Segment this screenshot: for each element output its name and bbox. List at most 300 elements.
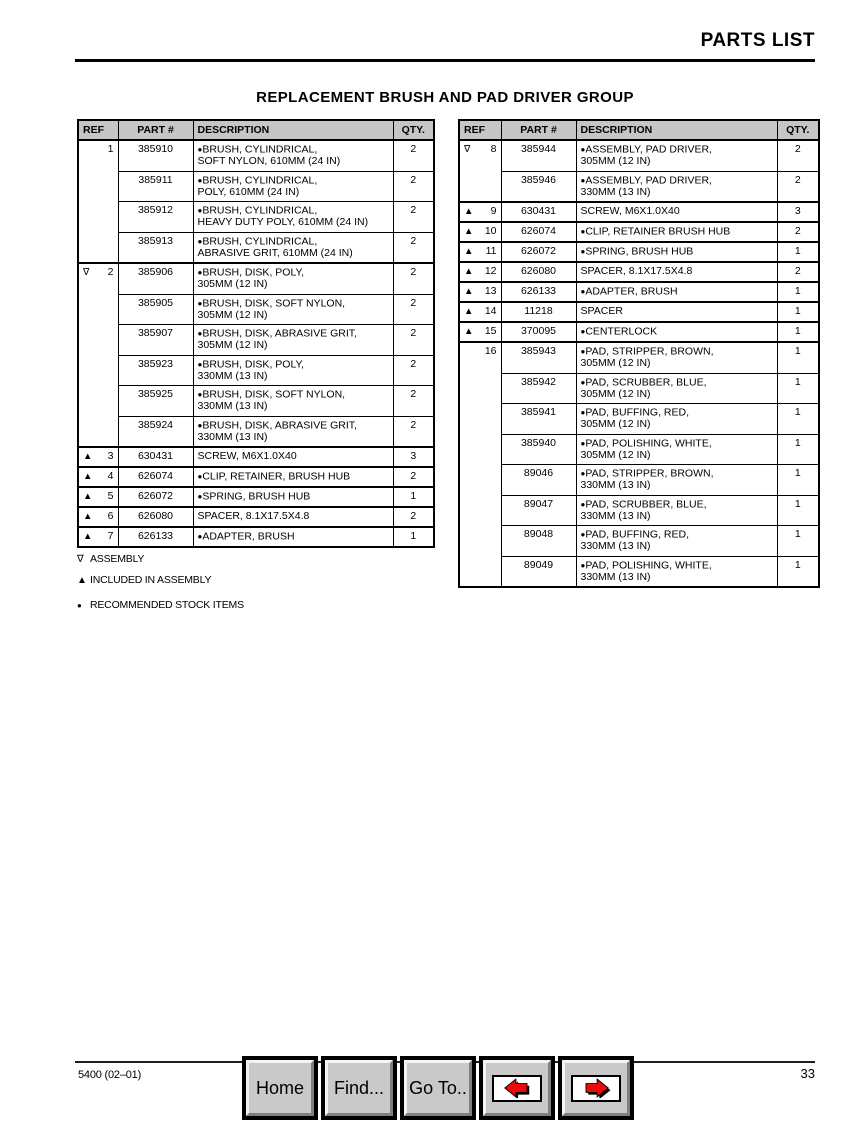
description-text: BRUSH, DISK, SOFT NYLON,: [202, 297, 346, 309]
included-marker-icon: ▲: [83, 451, 93, 462]
qty-cell: 2: [393, 507, 434, 527]
description-text: 330MM (13 IN): [197, 369, 268, 382]
part-number-cell: 89049: [501, 556, 576, 587]
home-button[interactable]: Home: [246, 1060, 314, 1116]
description-cell: [193, 467, 393, 487]
assembly-marker-icon: ∇: [464, 144, 471, 155]
part-number-cell: 626074: [501, 222, 576, 242]
qty-cell: 1: [777, 556, 819, 587]
find-button-frame: [321, 1056, 397, 1120]
qty-cell: 2: [393, 263, 434, 294]
description-text: ABRASIVE GRIT, 610MM (24 IN): [197, 246, 353, 259]
ref-cell: [78, 507, 118, 527]
description-text: 305MM (12 IN): [580, 448, 651, 461]
description-text: 330MM (13 IN): [197, 430, 268, 443]
description-text: BRUSH, CYLINDRICAL,: [202, 143, 318, 156]
description-line: [581, 326, 773, 338]
forward-button[interactable]: [562, 1060, 630, 1116]
description-text: PAD, BUFFING, RED,: [585, 406, 689, 419]
description-text: 305MM (12 IN): [197, 308, 268, 321]
part-number-cell: 385925: [118, 386, 193, 417]
description-cell: [193, 140, 393, 171]
table-row: [459, 465, 819, 496]
description-line: [581, 511, 773, 523]
qty-cell: 2: [393, 467, 434, 487]
description-line: [581, 156, 773, 168]
qty-cell: 2: [777, 222, 819, 242]
part-number-cell: 89048: [501, 526, 576, 557]
ref-number: 4: [107, 470, 114, 482]
page-number: 33: [800, 1066, 815, 1081]
part-number-cell: 626080: [501, 262, 576, 282]
description-text: 330MM (13 IN): [580, 479, 651, 491]
part-number-cell: 385943: [501, 342, 576, 373]
description-text: PAD, POLISHING, WHITE,: [585, 437, 712, 449]
table-row: [78, 467, 434, 487]
col-header-qty: QTY.: [393, 120, 434, 140]
table-row: [459, 526, 819, 557]
qty-cell: 1: [777, 282, 819, 302]
ref-cell: [459, 282, 501, 302]
description-text: CLIP, RETAINER BRUSH HUB: [585, 225, 731, 238]
description-cell: [576, 171, 777, 202]
description-text: PAD, POLISHING, WHITE,: [585, 559, 712, 571]
description-line: [581, 480, 773, 492]
qty-cell: 3: [393, 447, 434, 467]
table-row: [78, 355, 434, 386]
table-row: [78, 171, 434, 202]
description-text: SPACER, 8.1X17.5X4.8: [197, 510, 310, 522]
forward-button-frame: [558, 1056, 634, 1120]
included-marker-icon: ▲: [464, 246, 474, 257]
part-number-cell: 370095: [501, 322, 576, 342]
description-line: [581, 187, 773, 199]
back-button[interactable]: [483, 1060, 551, 1116]
table-header-row: [78, 120, 434, 140]
legend-label: RECOMMENDED STOCK ITEMS: [90, 599, 244, 611]
description-cell: [576, 373, 777, 404]
part-number-cell: 385946: [501, 171, 576, 202]
qty-cell: 1: [393, 487, 434, 507]
description-cell: [193, 386, 393, 417]
part-number-cell: 626080: [118, 507, 193, 527]
description-cell: [193, 263, 393, 294]
description-text: BRUSH, DISK, POLY,: [202, 266, 305, 279]
ref-number: 1: [107, 143, 114, 155]
part-number-cell: 626072: [118, 487, 193, 507]
included-marker-icon: ▲: [464, 326, 474, 337]
part-number-cell: 626133: [501, 282, 576, 302]
stock-item-bullet-icon: ●: [197, 329, 203, 338]
table-row: [78, 202, 434, 233]
included-marker-icon: ▲: [464, 226, 474, 237]
col-header-part: PART #: [118, 120, 193, 140]
description-text: 330MM (13 IN): [580, 509, 651, 522]
table-row: [78, 487, 434, 507]
description-cell: [193, 325, 393, 356]
part-number-cell: 385910: [118, 140, 193, 171]
description-text: CENTERLOCK: [585, 325, 658, 338]
description-cell: [576, 262, 777, 282]
description-cell: [576, 556, 777, 587]
description-text: 305MM (12 IN): [197, 339, 268, 351]
description-text: 305MM (12 IN): [580, 387, 651, 400]
col-header-part: PART #: [501, 120, 576, 140]
description-line: [581, 572, 773, 584]
table-row: [459, 322, 819, 342]
ref-cell: [78, 487, 118, 507]
description-text: HEAVY DUTY POLY, 610MM (24 IN): [197, 216, 369, 228]
stock-item-bullet-icon: ●: [197, 420, 203, 430]
ref-number: 6: [107, 510, 114, 522]
part-number-cell: 630431: [118, 447, 193, 467]
ref-cell: [78, 467, 118, 487]
description-cell: [193, 447, 393, 467]
ref-number: 8: [490, 143, 497, 155]
ref-number: 16: [484, 345, 497, 357]
table-row: [78, 527, 434, 547]
table-row: [459, 302, 819, 322]
part-number-cell: 626133: [118, 527, 193, 547]
description-line: [581, 306, 773, 318]
description-cell: [193, 171, 393, 202]
description-text: 330MM (13 IN): [580, 570, 651, 583]
stock-item-bullet-icon: ●: [197, 236, 203, 246]
description-text: 330MM (13 IN): [580, 540, 651, 552]
description-line: [198, 248, 389, 260]
part-number-cell: 385905: [118, 294, 193, 325]
ref-number: 13: [484, 285, 497, 297]
part-number-cell: 11218: [501, 302, 576, 322]
description-line: [581, 389, 773, 401]
part-number-cell: 385923: [118, 355, 193, 386]
table-row: [78, 447, 434, 467]
ref-cell: [459, 222, 501, 242]
description-text: BRUSH, CYLINDRICAL,: [202, 235, 318, 247]
table-row: [78, 140, 434, 171]
description-line: [198, 187, 389, 199]
table-row: [78, 416, 434, 447]
description-line: [581, 246, 773, 258]
stock-bullet-icon: ●: [77, 600, 82, 610]
description-line: [198, 432, 389, 444]
description-text: 305MM (12 IN): [197, 278, 268, 290]
home-button-frame: [242, 1056, 318, 1120]
description-text: BRUSH, DISK, POLY,: [202, 358, 305, 370]
col-header-qty: QTY.: [777, 120, 819, 140]
ref-cell: [459, 242, 501, 262]
back-arrow-icon: [492, 1075, 542, 1102]
stock-item-bullet-icon: ●: [580, 247, 586, 256]
description-text: BRUSH, DISK, ABRASIVE GRIT,: [202, 419, 357, 431]
navigation-toolbar: [242, 1056, 634, 1120]
ref-cell: [78, 447, 118, 467]
part-number-cell: 385944: [501, 140, 576, 171]
col-header-ref: REF: [78, 120, 118, 140]
stock-item-bullet-icon: ●: [580, 287, 586, 296]
assembly-triangle-icon: ∇: [77, 553, 84, 565]
description-text: PAD, SCRUBBER, BLUE,: [585, 498, 707, 510]
group-title: REPLACEMENT BRUSH AND PAD DRIVER GROUP: [256, 89, 634, 106]
part-number-cell: 385941: [501, 404, 576, 435]
stock-item-bullet-icon: ●: [197, 472, 203, 481]
parts-table-right: [458, 119, 820, 588]
included-marker-icon: ▲: [83, 531, 93, 542]
part-number-cell: 630431: [501, 202, 576, 222]
description-text: ADAPTER, BRUSH: [202, 530, 295, 543]
description-text: 305MM (12 IN): [580, 418, 651, 430]
ref-cell: [459, 302, 501, 322]
stock-item-bullet-icon: ●: [197, 206, 203, 215]
description-text: 305MM (12 IN): [580, 357, 651, 369]
parts-table-left: [77, 119, 435, 548]
description-cell: [193, 202, 393, 233]
description-text: BRUSH, DISK, ABRASIVE GRIT,: [202, 327, 357, 340]
description-cell: [576, 140, 777, 171]
qty-cell: 1: [777, 342, 819, 373]
description-line: [198, 451, 389, 463]
part-number-cell: 385913: [118, 232, 193, 263]
description-line: [198, 279, 389, 291]
qty-cell: 2: [777, 171, 819, 202]
description-line: [198, 471, 389, 483]
qty-cell: 1: [777, 404, 819, 435]
description-line: [581, 206, 773, 218]
description-line: [581, 419, 773, 431]
stock-item-bullet-icon: ●: [580, 499, 586, 509]
table-header-row: [459, 120, 819, 140]
qty-cell: 1: [777, 495, 819, 526]
part-number-cell: 385912: [118, 202, 193, 233]
table-row: [459, 342, 819, 373]
part-number-cell: 626072: [501, 242, 576, 262]
description-cell: [193, 355, 393, 386]
ref-cell: [459, 140, 501, 202]
included-marker-icon: ▲: [83, 491, 93, 502]
qty-cell: 2: [777, 140, 819, 171]
description-cell: [576, 322, 777, 342]
description-cell: [193, 232, 393, 263]
legend-label: ASSEMBLY: [90, 553, 145, 565]
table-row: [459, 434, 819, 465]
col-header-description: DESCRIPTION: [576, 120, 777, 140]
description-text: BRUSH, CYLINDRICAL,: [202, 204, 318, 217]
description-line: [198, 310, 389, 322]
included-marker-icon: ▲: [464, 266, 474, 277]
included-marker-icon: ▲: [464, 306, 474, 317]
qty-cell: 2: [777, 262, 819, 282]
description-line: [198, 401, 389, 413]
legend-item-stock: [77, 599, 244, 611]
table-row: [459, 404, 819, 435]
description-text: SPRING, BRUSH HUB: [585, 245, 694, 258]
included-marker-icon: ▲: [464, 286, 474, 297]
table-row: [459, 373, 819, 404]
stock-item-bullet-icon: ●: [197, 492, 203, 501]
part-number-cell: 385907: [118, 325, 193, 356]
part-number-cell: 385906: [118, 263, 193, 294]
table-row: [459, 222, 819, 242]
description-text: ASSEMBLY, PAD DRIVER,: [585, 143, 712, 156]
qty-cell: 1: [393, 527, 434, 547]
part-number-cell: 89047: [501, 495, 576, 526]
table-row: [78, 386, 434, 417]
description-cell: [576, 242, 777, 262]
description-text: SCREW, M6X1.0X40: [580, 205, 680, 217]
description-line: [198, 340, 389, 352]
table-row: [459, 171, 819, 202]
stock-item-bullet-icon: ●: [580, 408, 586, 417]
goto-button[interactable]: Go To..: [404, 1060, 472, 1116]
model-revision: 5400 (02–01): [78, 1069, 142, 1081]
qty-cell: 2: [393, 171, 434, 202]
qty-cell: 2: [393, 140, 434, 171]
stock-item-bullet-icon: ●: [580, 530, 586, 539]
qty-cell: 3: [777, 202, 819, 222]
table-row: [459, 495, 819, 526]
stock-item-bullet-icon: ●: [580, 145, 586, 154]
stock-item-bullet-icon: ●: [580, 377, 586, 387]
description-text: PAD, BUFFING, RED,: [585, 528, 689, 541]
ref-number: 10: [484, 225, 497, 237]
description-cell: [576, 465, 777, 496]
col-header-description: DESCRIPTION: [193, 120, 393, 140]
forward-arrow-icon: [571, 1075, 621, 1102]
ref-number: 2: [107, 266, 114, 278]
qty-cell: 1: [777, 373, 819, 404]
table-row: [78, 232, 434, 263]
part-number-cell: 385911: [118, 171, 193, 202]
description-text: 330MM (13 IN): [197, 400, 268, 412]
description-cell: [193, 294, 393, 325]
table-row: [459, 262, 819, 282]
included-triangle-icon: ▲: [77, 574, 87, 586]
description-text: PAD, SCRUBBER, BLUE,: [585, 376, 707, 388]
ref-number: 12: [484, 265, 497, 277]
ref-cell: [78, 527, 118, 547]
description-cell: [576, 282, 777, 302]
description-text: PAD, STRIPPER, BROWN,: [585, 467, 714, 480]
table-row: [78, 325, 434, 356]
table-row: [78, 294, 434, 325]
description-cell: [193, 416, 393, 447]
ref-number: 15: [484, 325, 497, 337]
assembly-marker-icon: ∇: [83, 267, 90, 278]
find-button[interactable]: Find...: [325, 1060, 393, 1116]
description-line: [198, 217, 389, 229]
stock-item-bullet-icon: ●: [580, 347, 586, 356]
qty-cell: 1: [777, 302, 819, 322]
description-text: SOFT NYLON, 610MM (24 IN): [197, 155, 341, 167]
stock-item-bullet-icon: ●: [197, 175, 203, 185]
goto-button-frame: [400, 1056, 476, 1120]
description-cell: [576, 495, 777, 526]
description-text: SPRING, BRUSH HUB: [202, 490, 311, 503]
qty-cell: 2: [393, 294, 434, 325]
stock-item-bullet-icon: ●: [197, 532, 203, 541]
ref-number: 9: [490, 205, 497, 217]
table-row: [459, 140, 819, 171]
description-line: [198, 156, 389, 168]
qty-cell: 2: [393, 355, 434, 386]
description-line: [198, 531, 389, 543]
description-cell: [576, 526, 777, 557]
stock-item-bullet-icon: ●: [197, 390, 203, 399]
description-text: SPACER, 8.1X17.5X4.8: [580, 265, 693, 277]
description-line: [198, 511, 389, 523]
legend: [77, 553, 244, 620]
description-text: ASSEMBLY, PAD DRIVER,: [585, 174, 712, 186]
description-text: BRUSH, DISK, SOFT NYLON,: [202, 388, 346, 401]
description-text: POLY, 610MM (24 IN): [197, 185, 300, 198]
description-text: PAD, STRIPPER, BROWN,: [585, 345, 714, 358]
description-text: 330MM (13 IN): [580, 185, 651, 198]
qty-cell: 2: [393, 202, 434, 233]
description-line: [581, 226, 773, 238]
description-cell: [193, 527, 393, 547]
qty-cell: 1: [777, 322, 819, 342]
description-line: [581, 286, 773, 298]
qty-cell: 1: [777, 465, 819, 496]
qty-cell: 2: [393, 325, 434, 356]
description-cell: [576, 202, 777, 222]
qty-cell: 2: [393, 232, 434, 263]
qty-cell: 1: [777, 526, 819, 557]
description-cell: [576, 302, 777, 322]
legend-item-included: [77, 574, 244, 586]
description-line: [581, 358, 773, 370]
description-cell: [193, 487, 393, 507]
table-row: [78, 263, 434, 294]
description-text: ADAPTER, BRUSH: [585, 285, 678, 298]
description-cell: [576, 342, 777, 373]
description-line: [581, 541, 773, 553]
stock-item-bullet-icon: ●: [197, 145, 203, 154]
part-number-cell: 626074: [118, 467, 193, 487]
ref-cell: [459, 342, 501, 587]
table-row: [78, 507, 434, 527]
legend-label: INCLUDED IN ASSEMBLY: [90, 574, 212, 586]
legend-item-assembly: [77, 553, 244, 565]
part-number-cell: 385940: [501, 434, 576, 465]
col-header-ref: REF: [459, 120, 501, 140]
ref-number: 5: [107, 490, 114, 502]
stock-item-bullet-icon: ●: [580, 560, 586, 570]
description-text: BRUSH, CYLINDRICAL,: [202, 174, 318, 186]
table-row: [459, 282, 819, 302]
stock-item-bullet-icon: ●: [580, 469, 586, 478]
ref-number: 11: [485, 245, 497, 257]
ref-cell: [459, 202, 501, 222]
description-text: 305MM (12 IN): [580, 155, 651, 167]
part-number-cell: 385924: [118, 416, 193, 447]
stock-item-bullet-icon: ●: [580, 227, 586, 236]
stock-item-bullet-icon: ●: [580, 175, 586, 185]
included-marker-icon: ▲: [83, 471, 93, 482]
ref-number: 3: [107, 450, 114, 462]
page-header-title: PARTS LIST: [700, 30, 815, 51]
ref-cell: [459, 262, 501, 282]
header-rule: [75, 59, 815, 62]
description-text: SPACER: [580, 305, 623, 317]
included-marker-icon: ▲: [464, 206, 474, 217]
stock-item-bullet-icon: ●: [580, 438, 586, 448]
qty-cell: 2: [393, 386, 434, 417]
stock-item-bullet-icon: ●: [197, 298, 203, 308]
ref-cell: [78, 263, 118, 447]
stock-item-bullet-icon: ●: [197, 359, 203, 369]
description-text: CLIP, RETAINER, BRUSH HUB: [202, 470, 351, 483]
